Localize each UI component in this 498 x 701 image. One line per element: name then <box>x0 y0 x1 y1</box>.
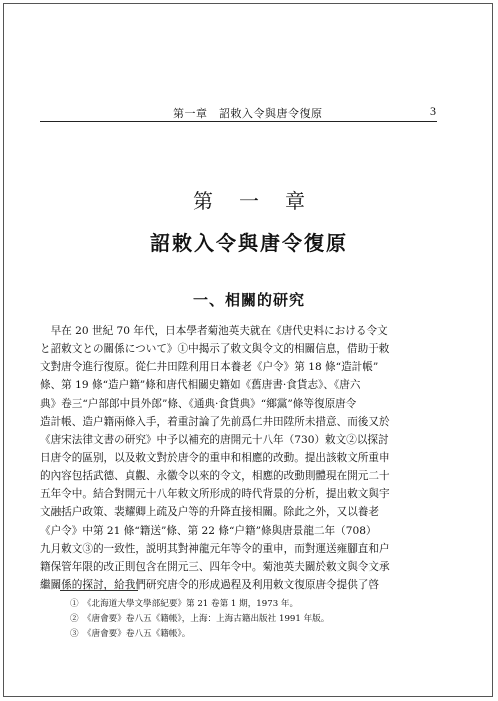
body-line: 條、第 19 條“造户籍”條和唐代相關史籍如《舊唐書·食貨志》、《唐六 <box>40 379 361 392</box>
body-line: 造計帳、造户籍兩條入手，着重討論了先前爲仁井田陞所未措意、而後又於 <box>40 415 390 428</box>
section-title: 一、相關的研究 <box>192 291 305 309</box>
body-line: 日唐令的區别，以及敕文對於唐令的重申和相應的改動。提出該敕文所重申 <box>40 451 390 464</box>
footnote-1: ① 《北海道大學文學部紀要》第 21 卷第 1 期，1973 年。 <box>70 599 299 609</box>
body-line: 的內容包括武德、貞觀、永徽令以來的令文，相應的改動則體現在開元二十 <box>40 470 390 483</box>
body-line: 五年令中。結合對開元十八年敕文所形成的時代背景的分析，提出敕文與宇 <box>40 488 390 501</box>
body-line: と詔敕文との關係について》①中揭示了敕文與令文的相關信息，借助于敕 <box>40 343 390 356</box>
footnotes <box>70 597 440 642</box>
body-line: 文融括户政策、裴耀卿上疏及户等的升降直接相關。除此之外，又以養老 <box>40 506 379 519</box>
body-line: 典》卷三“户部郎中員外郎”條、《通典·食貨典》“鄉黨”條等復原唐令 <box>40 397 357 410</box>
header-rule <box>40 121 437 122</box>
footnote-3: ③ 《唐會要》卷八五《籍帳》。 <box>70 629 191 639</box>
running-header <box>40 103 437 121</box>
body-paragraph <box>40 322 440 594</box>
body-line: 《唐宋法律文書の研究》中予以補充的唐開元十八年（730）敕文②以探討 <box>40 433 389 446</box>
body-line: 早在 20 世紀 70 年代，日本學者菊池英夫就在《唐代史料における令文 <box>40 325 388 337</box>
footnote-2: ② 《唐會要》卷八五《籍帳》，上海：上海古籍出版社 1991 年版。 <box>70 614 330 624</box>
body-line: 文對唐令進行復原。從仁井田陞利用日本養老《户令》第 18 條“造計帳” <box>40 361 379 374</box>
page-number: 3 <box>430 104 436 118</box>
footnote-rule <box>60 590 138 591</box>
body-line: 繼關係的探討，給我們研究唐令的形成過程及利用敕文復原唐令提供了啓 <box>40 578 379 591</box>
chapter-label: 第一章 <box>193 189 331 213</box>
running-header-chapter: 第一章 詔敕入令與唐令復原 <box>173 107 323 120</box>
chapter-title: 詔敕入令與唐令復原 <box>150 231 348 255</box>
body-line: 九月敕文③的一致性，説明其對神龍元年等令的重申，而對運送雍腳直和户 <box>40 542 390 555</box>
body-line: 籍保管年限的改正則包含在開元三、四年令中。菊池英夫關於敕文與令文承 <box>40 560 390 573</box>
body-line: 《户令》中第 21 條“籍送”條、第 22 條“户籍”條與唐景龍二年（708） <box>40 524 377 537</box>
